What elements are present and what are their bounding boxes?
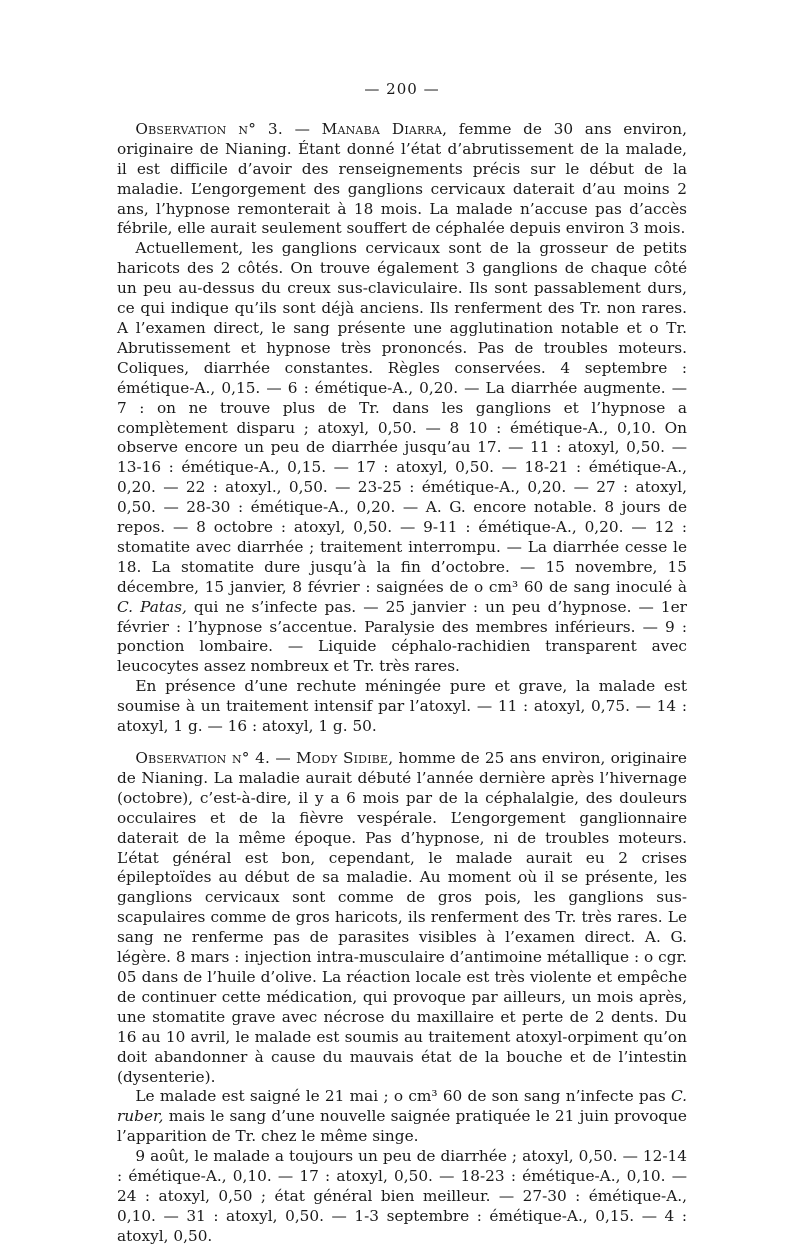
patient-name: Mody Sidibe [295,749,389,767]
paragraph-text: qui ne s’infecte pas. — 25 janvier : un peu d’hypnose. — 1er février : l’hypnose s’accentue. Paralysie des membres inférieurs. — 9 : ponction lombaire. — Liquide céphalo-rachidien transparent avec leucocytes assez nombreux et Tr. très rares. [117,597,687,676]
observation-3 [117,120,687,737]
paragraph-text: En présence d’une rechute méningée pure et grave, la malade est soumise à un traitement intensif par l’atoxyl. — 11 : atoxyl, 0,75. — 14 : atoxyl, 1 g. — 16 : atoxyl, 1 g. 50. [117,677,687,736]
page-number: — 200 — [364,80,440,98]
patient-name: Manaba Diarra [321,119,443,138]
observation-paragraph [117,1087,687,1147]
observation-paragraph: Observation n° 3. — Manaba Diarra, femme de 30 ans environ, originaire de Nianing. Étant donné l’état d’abrutissement de la malade, il est difficile d’avoir des renseignements précis sur le début de la maladie. L’engorgement des ganglions cervicaux daterait d’au moins 2 ans, l’hypnose remonterait à 18 mois. La malade n’accuse pas d’accès fébrile, elle aurait seulement souffert de céphalée depuis environ 3 mois. [117,119,687,238]
paragraph-text: femme de 30 ans environ, originaire de Nianing. Étant donné l’état d’abrutissement de la malade, il est difficile d’avoir des renseignements précis sur le début de la maladie. L’engorgement des ganglions cervicaux daterait d’au moins 2 ans, l’hypnose remonterait à 18 mois. La malade n’accuse pas d’accès fébrile, elle aurait seulement souffert de céphalée depuis environ 3 mois. [117,119,687,238]
paragraph-text: Le malade est saigné le 21 mai ; o cm³ 60 de son sang n’infecte pas [135,1087,666,1106]
observation-paragraph: Observation n° 4. — Mody Sidibe, homme de 25 ans environ, originaire de Nianing. La maladie aurait débuté l’année dernière après l’hivernage (octobre), c’est-à-dire, il y a 6 mois par de la céphalalgie, des douleurs occulaires et de la fièvre vespérale. L’engorgement ganglionnaire daterait de la même époque. Pas d’hypnose, ni de troubles moteurs. L’état général est bon, cependant, le malade aurait eu 2 crises épileptoïdes au début de sa maladie. Au moment où il se présente, les ganglions cervicaux sont comme de gros pois, les ganglions sus-scapulaires comme de gros haricots, ils renferment des Tr. très rares. Le sang ne renferme pas de parasites visibles à l’examen direct. A. G. légère. 8 mars : injection intra-musculaire d’antimoine métallique : o cgr. 05 dans de l’huile d’olive. La réaction locale est très violente et empêche de continuer cette médication, qui provoque par ailleurs, un mois après, une stomatite grave avec nécrose du maxillaire et perte de 2 dents. Du 16 au 10 avril, le malade est soumis au traitement atoxyl-orpiment qu’on doit abandonner à cause du mauvais état de la bouche et de l’intestin (dysenterie). [117,749,687,1086]
observation-4 [117,749,687,1247]
document-page [117,80,687,1247]
observation-paragraph [117,677,687,737]
observation-heading: Observation n° 3. [135,119,283,138]
paragraph-text: Actuellement, les ganglions cervicaux sont de la grosseur de petits haricots des 2 côtés. On trouve également 3 ganglions de chaque côté un peu au-dessus du creux sus-claviculaire. Ils sont passablement durs, ce qui indique qu’ils sont déjà anciens. Ils renferment des Tr. non rares. A l’examen direct, le sang présente une agglutination notable et o Tr. Abrutissement et hypnose très prononcés. Pas de troubles moteurs. Coliques, diarrhée constantes. Règles conservées. 4 septembre : émétique-A., 0,15. — 6 : émétique-A., 0,20. — La diarrhée augmente. — 7 : on ne trouve plus de Tr. dans les ganglions et l’hypnose a complètement disparu ; atoxyl, 0,50. — 8 10 : émétique-A., 0,10. On observe encore un peu de diarrhée jusqu’au 17. — 11 : atoxyl, 0,50. — 13-16 : émétique-A., 0,15. — 17 : atoxyl, 0,50. — 18-21 : émétique-A., 0,20. — 22 : atoxyl., 0,50. — 23-25 : émétique-A., 0,20. — 27 : atoxyl, 0,50. — 28-30 : émétique-A., 0,20. — A. G. encore notable. 8 jours de repos. — 8 octobre : atoxyl, 0,50. — 9-11 : émétique-A., 0,20. — 12 : stomatite avec diarrhée ; traitement interrompu. — La diarrhée cesse le 18. La stomatite dure jusqu’à la fin d’octobre. — 15 novembre, 15 décembre, 15 janvier, 8 février : saignées de o cm³ 60 de sang inoculé à [117,239,687,596]
paragraph-text: homme de 25 ans environ, originaire de Nianing. La maladie aurait débuté l’année dernière après l’hivernage (octobre), c’est-à-dire, il y a 6 mois par de la céphalalgie, des douleurs occulaires et de la fièvre vespérale. L’engorgement ganglionnaire daterait de la même époque. Pas d’hypnose, ni de troubles moteurs. L’état général est bon, cependant, le malade aurait eu 2 crises épileptoïdes au début de sa maladie. Au moment où il se présente, les ganglions cervicaux sont comme de gros pois, les ganglions sus-scapulaires comme de gros haricots, ils renferment des Tr. très rares. Le sang ne renferme pas de parasites visibles à l’examen direct. A. G. légère. 8 mars : injection intra-musculaire d’antimoine métallique : o cgr. 05 dans de l’huile d’olive. La réaction locale est très violente et empêche de continuer cette médication, qui provoque par ailleurs, un mois après, une stomatite grave avec nécrose du maxillaire et perte de 2 dents. Du 16 au 10 avril, le malade est soumis au traitement atoxyl-orpiment qu’on doit abandonner à cause du mauvais état de la bouche et de l’intestin (dysenterie). [117,749,687,1086]
observation-paragraph [117,239,687,677]
species-name: C. ruber, [117,1087,687,1126]
species-name: C. Patas, [117,597,187,616]
observation-paragraph [117,1147,687,1247]
paragraph-text: mais le sang d’une nouvelle saignée pratiquée le 21 juin provoque l’apparition de Tr. chez le même singe. [117,1107,687,1146]
observation-heading: Observation n° 4. [135,749,271,767]
paragraph-text: 9 août, le malade a toujours un peu de diarrhée ; atoxyl, 0,50. — 12-14 : émétique-A., 0,10. — 17 : atoxyl, 0,50. — 18-23 : émétique-A., 0,10. — 24 : atoxyl, 0,50 ; état général bien meilleur. — 27-30 : émétique-A., 0,10. — 31 : atoxyl, 0,50. — 1-3 septembre : émétique-A., 0,15. — 4 : atoxyl, 0,50. [117,1147,687,1245]
